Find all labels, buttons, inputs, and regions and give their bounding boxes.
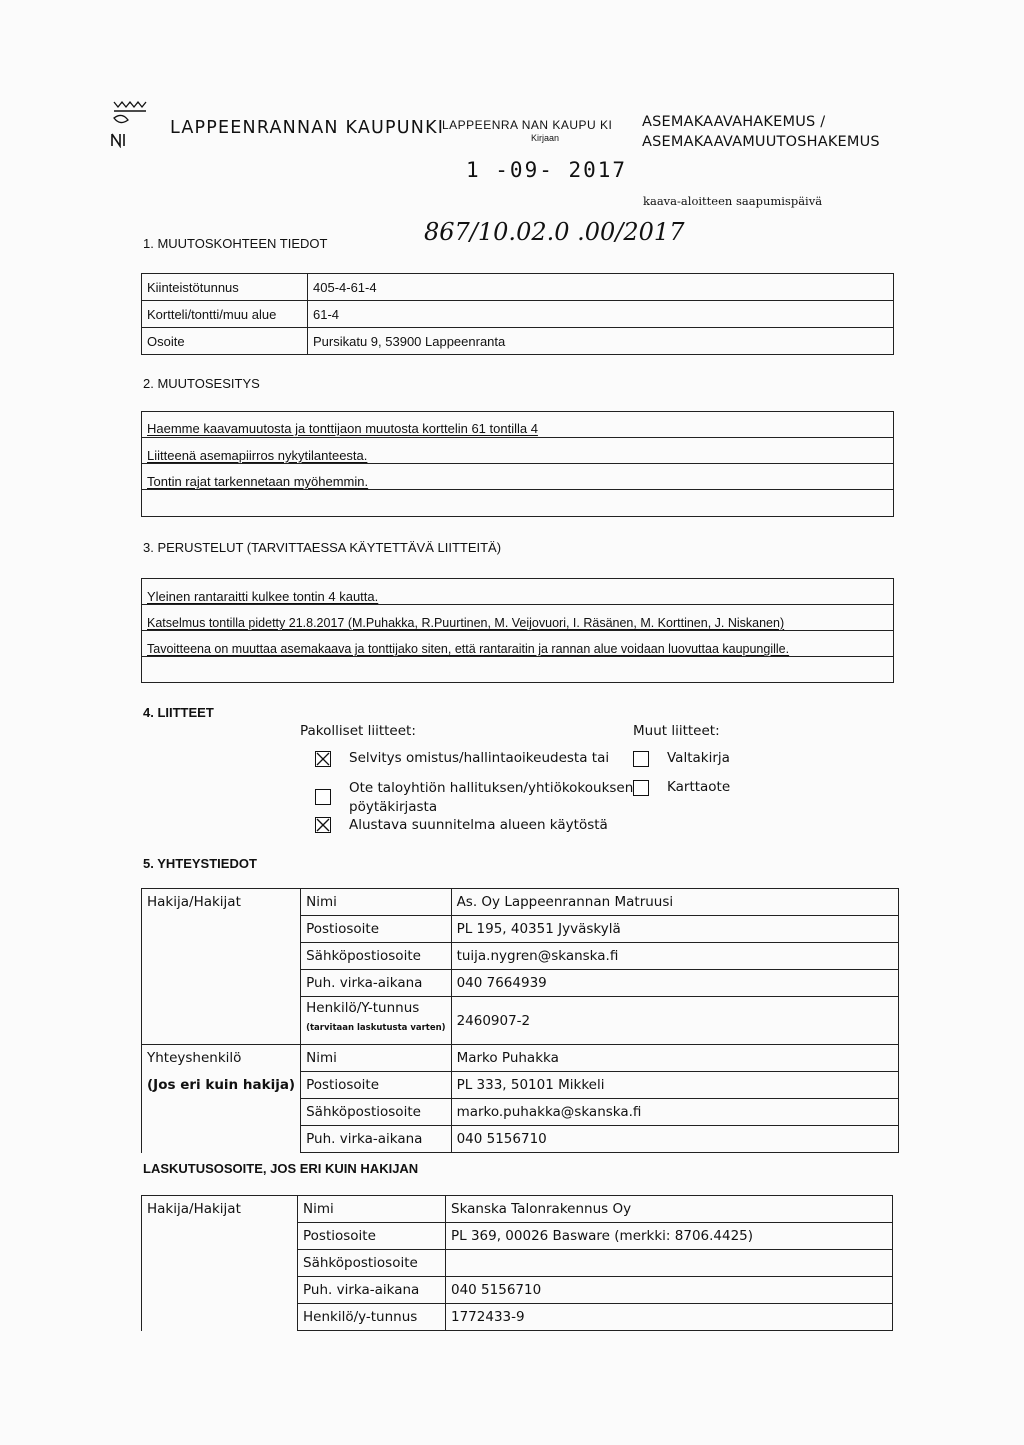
contact-note: (Jos eri kuin hakija) (142, 1072, 301, 1099)
document-title-line-2: ASEMAKAAVAMUUTOSHAKEMUS (642, 134, 880, 150)
email-label: Sähköpostiosoite (301, 1099, 451, 1126)
checkbox-checked-icon[interactable] (315, 751, 331, 767)
email-label: Sähköpostiosoite (298, 1250, 446, 1277)
applicant-id: 2460907-2 (451, 997, 898, 1045)
minutes-extract-line-2: pöytäkirjasta (349, 799, 438, 815)
applicant-email: tuija.nygren@skanska.fi (451, 943, 898, 970)
contact-phone: 040 5156710 (451, 1126, 898, 1153)
received-date-label: kaava-aloitteen saapumispäivä (643, 194, 823, 208)
table-row (142, 301, 894, 328)
table-row (142, 916, 899, 943)
table-row (142, 328, 894, 355)
document-title-line-1: ASEMAKAAVAHAKEMUS / (642, 114, 826, 130)
organization-name: LAPPEENRANNAN KAUPUNKI (170, 118, 445, 138)
billing-id: 1772433-9 (446, 1304, 893, 1331)
address-label: Osoite (142, 328, 308, 355)
table-row (142, 274, 894, 301)
proposal-line-1: Haemme kaavamuutosta ja tonttijaon muutosta korttelin 61 tontilla 4 (147, 421, 538, 436)
property-info-table (141, 273, 894, 355)
section-5-title: 5. YHTEYSTIEDOT (143, 856, 257, 871)
name-label: Nimi (301, 1045, 451, 1072)
id-label: Henkilö/Y-tunnus (306, 1000, 420, 1016)
handwritten-registration-number (424, 212, 694, 264)
phone-label: Puh. virka-aikana (301, 970, 451, 997)
id-label-cell (301, 997, 451, 1045)
table-row (142, 1196, 893, 1223)
block-plot-value: 61-4 (308, 301, 894, 328)
mandatory-attachments-label: Pakolliset liitteet: (300, 723, 416, 739)
justification-line-1: Yleinen rantaraitti kulkee tontin 4 kautta. (147, 589, 379, 604)
justification-line-2: Katselmus tontilla pidetty 21.8.2017 (M.Puhakka, R.Puurtinen, M. Veijovuori, I. Räsänen, M. Korttinen, J. Niskanen) (147, 616, 785, 630)
stamp-date: 1 -09- 2017 (466, 158, 628, 182)
block-plot-label: Kortteli/tontti/muu alue (142, 301, 308, 328)
contact-person-label: Yhteyshenkilö (142, 1045, 301, 1072)
applicant-postal: PL 195, 40351 Jyväskylä (451, 916, 898, 943)
table-row (142, 943, 899, 970)
proposal-line-2: Liitteenä asemapiirros nykytilanteesta. (147, 448, 368, 463)
document-title (642, 112, 880, 152)
change-proposal-box (141, 411, 894, 517)
svg-text:867/10.02.0 .00/2017: 867/10.02.0 .00/2017 (424, 218, 685, 246)
applicant-phone: 040 7664939 (451, 970, 898, 997)
postal-label: Postiosoite (301, 1072, 451, 1099)
property-id-value: 405-4-61-4 (308, 274, 894, 301)
section-2-title: 2. MUUTOSESITYS (143, 376, 260, 391)
checkbox-empty-icon[interactable] (315, 789, 331, 805)
billing-applicant-label: Hakija/Hakijat (142, 1196, 298, 1223)
id-label: Henkilö/y-tunnus (298, 1304, 446, 1331)
applicant-label: Hakija/Hakijat (142, 889, 301, 916)
section-4-title: 4. LIITTEET (143, 705, 214, 720)
applicant-name: As. Oy Lappeenrannan Matruusi (451, 889, 898, 916)
proposal-line-3: Tontin rajat tarkennetaan myöhemmin. (147, 474, 369, 489)
minutes-extract-line-1: Ote taloyhtiön hallituksen/yhtiökokouksen (349, 780, 634, 796)
ownership-statement-label: Selvitys omistus/hallintaoikeudesta tai (349, 750, 610, 766)
table-row (142, 970, 899, 997)
table-row (142, 1304, 893, 1331)
postal-label: Postiosoite (301, 916, 451, 943)
contact-email: marko.puhakka@skanska.fi (451, 1099, 898, 1126)
property-id-label: Kiinteistötunnus (142, 274, 308, 301)
table-row (142, 1223, 893, 1250)
other-attachments-label: Muut liitteet: (633, 723, 720, 739)
minutes-extract-label (349, 779, 633, 817)
contact-name: Marko Puhakka (451, 1045, 898, 1072)
checkbox-empty-icon[interactable] (633, 751, 649, 767)
billing-info-table (141, 1195, 893, 1331)
table-row (142, 889, 899, 916)
section-3-title: 3. PERUSTELUT (TARVITTAESSA KÄYTETTÄVÄ LIITTEITÄ) (143, 540, 502, 555)
stamp-subtitle: Kirjaan (531, 133, 560, 143)
preliminary-plan-label: Alustava suunnitelma alueen käytöstä (349, 817, 608, 833)
contact-info-table (141, 888, 899, 1153)
justification-line-3: Tavoitteena on muuttaa asemakaava ja tonttijako siten, että rantaraitin ja rannan alue voidaan luovuttaa kaupungille. (147, 642, 790, 656)
table-row (142, 1250, 893, 1277)
billing-email (446, 1250, 893, 1277)
power-of-attorney-label: Valtakirja (667, 750, 730, 766)
postal-label: Postiosoite (298, 1223, 446, 1250)
billing-name: Skanska Talonrakennus Oy (446, 1196, 893, 1223)
table-row (142, 1045, 899, 1072)
phone-label: Puh. virka-aikana (298, 1277, 446, 1304)
checkbox-empty-icon[interactable] (633, 780, 649, 796)
table-row (142, 1072, 899, 1099)
name-label: Nimi (298, 1196, 446, 1223)
billing-postal: PL 369, 00026 Basware (merkki: 8706.4425) (446, 1223, 893, 1250)
table-row (142, 997, 899, 1045)
city-crest-icon (108, 98, 152, 148)
address-value: Pursikatu 9, 53900 Lappeenranta (308, 328, 894, 355)
email-label: Sähköpostiosoite (301, 943, 451, 970)
billing-phone: 040 5156710 (446, 1277, 893, 1304)
table-row (142, 1277, 893, 1304)
contact-postal: PL 333, 50101 Mikkeli (451, 1072, 898, 1099)
table-row (142, 1126, 899, 1153)
stamp-organization: LAPPEENRA NAN KAUPU KI (442, 118, 613, 132)
phone-label: Puh. virka-aikana (301, 1126, 451, 1153)
billing-title: LASKUTUSOSOITE, JOS ERI KUIN HAKIJAN (143, 1161, 419, 1176)
checkbox-checked-icon[interactable] (315, 817, 331, 833)
map-extract-label: Karttaote (667, 779, 731, 795)
name-label: Nimi (301, 889, 451, 916)
table-row (142, 1099, 899, 1126)
justification-box (141, 578, 894, 683)
section-1-title: 1. MUUTOSKOHTEEN TIEDOT (143, 236, 328, 251)
id-note: (tarvitaan laskutusta varten) (306, 1023, 446, 1033)
